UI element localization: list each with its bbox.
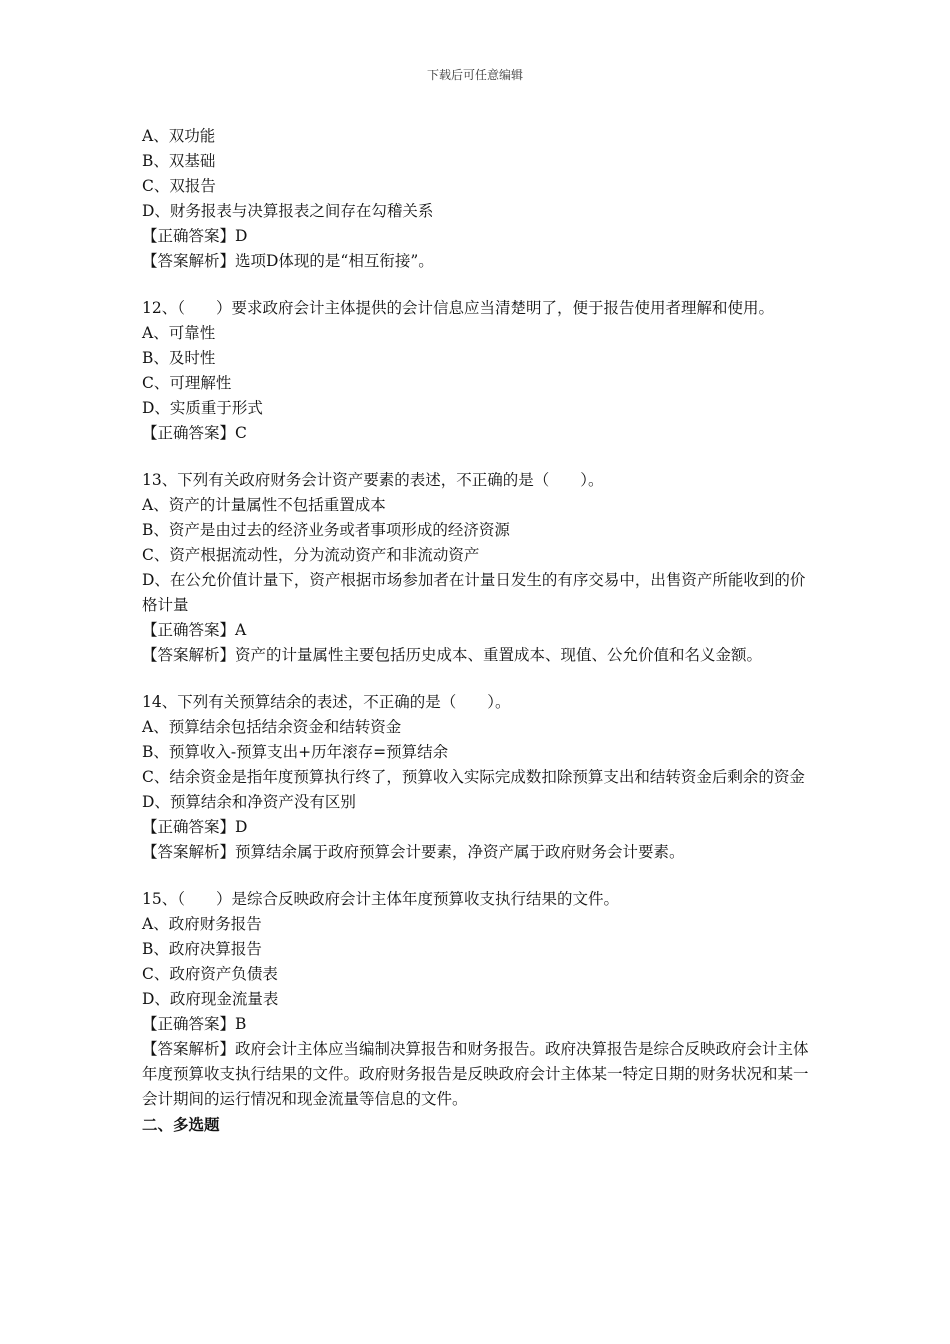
question-14 [142,690,812,865]
question-stem: 14、下列有关预算结余的表述，不正确的是（ ）。 [142,693,511,711]
option-d: D、政府现金流量表 [142,990,279,1008]
question-15 [142,887,812,1137]
question-stem: 12、（ ）要求政府会计主体提供的会计信息应当清楚明了，便于报告使用者理解和使用。 [142,299,774,317]
option-c: C、结余资金是指年度预算执行终了，预算收入实际完成数扣除预算支出和结转资金后剩余的资金 [142,768,805,786]
option-d: D、在公允价值计量下，资产根据市场参加者在计量日发生的有序交易中，出售资产所能收到的价格计量 [142,571,806,614]
section-title: 二、多选题 [142,1115,220,1134]
option-b: B、及时性 [142,349,216,367]
option-d: D、预算结余和净资产没有区别 [142,793,356,811]
answer-analysis: 【答案解析】预算结余属于政府预算会计要素，净资产属于政府财务会计要素。 [142,843,685,861]
option-c: C、政府资产负债表 [142,965,278,983]
page-header: 下载后可任意编辑 [426,68,523,82]
option-a: A、可靠性 [142,324,216,342]
option-d: D、财务报表与决算报表之间存在勾稽关系 [142,202,434,220]
option-a: A、双功能 [142,127,216,145]
option-d: D、实质重于形式 [142,399,263,417]
question-11 [142,124,812,274]
option-c: C、双报告 [142,177,216,195]
option-b: B、资产是由过去的经济业务或者事项形成的经济资源 [142,521,510,539]
option-b: B、预算收入-预算支出+历年滚存=预算结余 [142,743,449,761]
question-12 [142,296,812,446]
option-c: C、可理解性 [142,374,232,392]
correct-answer: 【正确答案】C [142,424,247,442]
option-b: B、双基础 [142,152,216,170]
question-stem: 15、（ ）是综合反映政府会计主体年度预算收支执行结果的文件。 [142,890,619,908]
correct-answer: 【正确答案】A [142,621,247,639]
option-a: A、预算结余包括结余资金和结转资金 [142,718,402,736]
option-b: B、政府决算报告 [142,940,262,958]
document-body [142,124,812,1137]
option-a: A、政府财务报告 [142,915,262,933]
answer-analysis: 【答案解析】资产的计量属性主要包括历史成本、重置成本、现值、公允价值和名义金额。 [142,646,763,664]
option-c: C、资产根据流动性，分为流动资产和非流动资产 [142,546,480,564]
answer-analysis: 【答案解析】政府会计主体应当编制决算报告和财务报告。政府决算报告是综合反映政府会计主体年度预算收支执行结果的文件。政府财务报告是反映政府会计主体某一特定日期的财务状况和某一会计期间的运行情况和现金流量等信息的文件。 [142,1040,809,1108]
option-a: A、资产的计量属性不包括重置成本 [142,496,386,514]
correct-answer: 【正确答案】D [142,227,248,245]
correct-answer: 【正确答案】D [142,818,248,836]
question-13 [142,468,812,668]
correct-answer: 【正确答案】B [142,1015,247,1033]
question-stem: 13、下列有关政府财务会计资产要素的表述，不正确的是（ ）。 [142,471,604,489]
answer-analysis: 【答案解析】选项D体现的是“相互衔接”。 [142,252,434,270]
